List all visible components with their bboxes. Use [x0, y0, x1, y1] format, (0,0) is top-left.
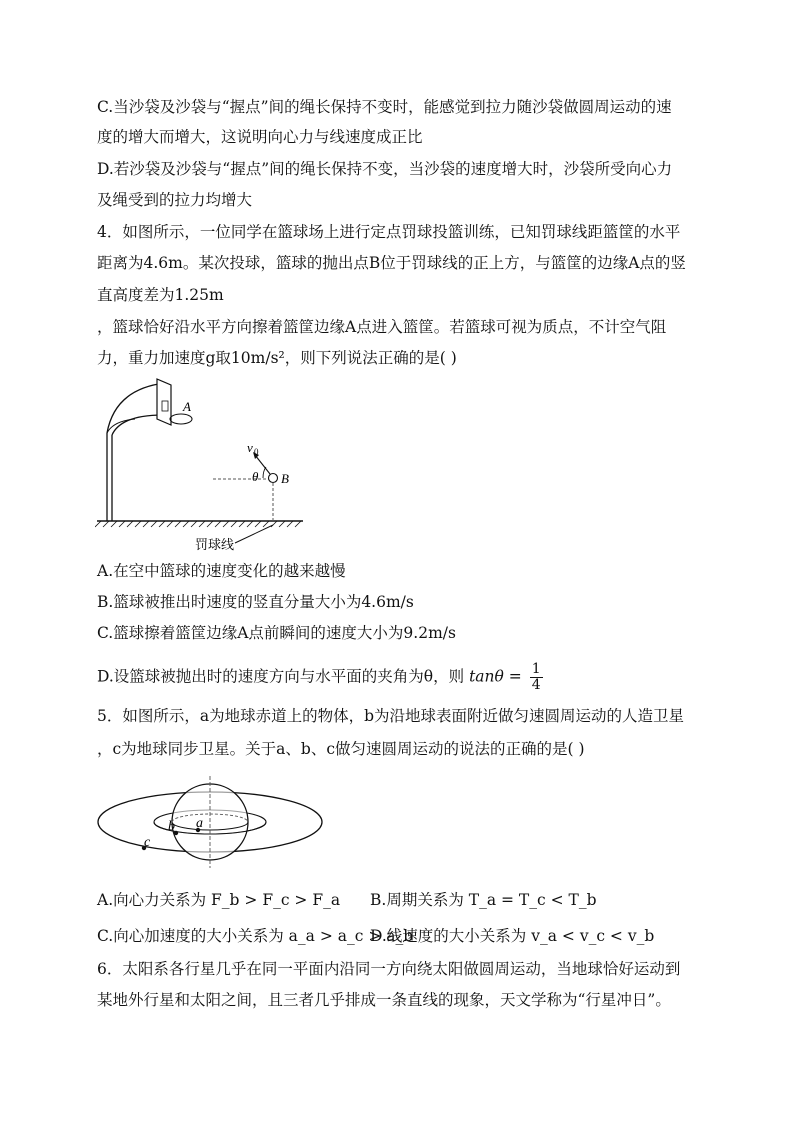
q5-option-b: B.周期关系为 T_a = T_c < T_b — [370, 891, 597, 909]
q4-option-a: A.在空中篮球的速度变化的越来越慢 — [97, 562, 346, 580]
q4-label-v0-sub: 0 — [254, 447, 259, 457]
q5-stem-line2: ，c为地球同步卫星。关于a、b、c做匀速圆周运动的说法的正确的是( ) — [97, 740, 585, 758]
q5-label-c: c — [144, 835, 151, 850]
q5-orbit-figure — [96, 772, 328, 872]
q5-option-d: D.线速度的大小关系为 v_a < v_c < v_b — [370, 927, 655, 945]
q4-label-a: A — [183, 399, 191, 414]
q4-label-free-throw-line: 罚球线 — [195, 538, 235, 553]
q3-option-c-line2: 度的增大而增大，这说明向心力与线速度成正比 — [97, 128, 423, 146]
q4-option-d-fraction — [530, 662, 543, 693]
q4-label-v0: v — [247, 440, 253, 455]
q4-basketball-figure — [95, 375, 315, 555]
q4-option-d-text: D.设篮球被抛出时的速度方向与水平面的夹角为θ，则 — [97, 667, 465, 686]
q5-option-a: A.向心力关系为 F_b > F_c > F_a — [97, 891, 341, 909]
q4-stem-line4: ，篮球恰好沿水平方向擦着篮筐边缘A点进入篮筐。若篮球可视为质点，不计空气阻 — [97, 318, 667, 336]
q4-fraction-denominator: 4 — [531, 677, 541, 693]
q4-label-theta: θ — [252, 469, 259, 484]
q4-option-b: B.篮球被推出时速度的竖直分量大小为4.6m/s — [97, 593, 414, 611]
q5-label-a: a — [196, 816, 203, 831]
q4-stem-line5: 力，重力加速度g取10m/s²，则下列说法正确的是( ) — [97, 349, 457, 367]
q5-label-b: b — [168, 819, 175, 834]
q5-option-c: C.向心加速度的大小关系为 a_a > a_c > a_b — [97, 927, 414, 945]
q6-stem-line1: 6．太阳系各行星几乎在同一平面内沿同一方向绕太阳做圆周运动，当地球恰好运动到 — [97, 960, 681, 978]
q4-stem-line3: 直高度差为1.25m — [97, 286, 224, 304]
q4-stem-line2: 距离为4.6m。某次投球，篮球的抛出点B位于罚球线的正上方，与篮筐的边缘A点的竖 — [97, 254, 686, 272]
q5-stem-line1: 5．如图所示，a为地球赤道上的物体，b为沿地球表面附近做匀速圆周运动的人造卫星 — [97, 707, 685, 725]
q3-option-d-line1: D.若沙袋及沙袋与“握点”间的绳长保持不变，当沙袋的速度增大时，沙袋所受向心力 — [97, 160, 673, 178]
q4-fraction-numerator: 1 — [531, 661, 541, 677]
q4-label-b: B — [281, 471, 289, 486]
q4-option-d — [97, 662, 543, 693]
q4-option-c: C.篮球擦着篮筐边缘A点前瞬间的速度大小为9.2m/s — [97, 624, 456, 642]
q4-option-d-math: tanθ = — [469, 667, 522, 686]
q4-stem-line1: 4．如图所示，一位同学在篮球场上进行定点罚球投篮训练，已知罚球线距篮筐的水平 — [97, 223, 681, 241]
q3-option-c-line1: C.当沙袋及沙袋与“握点”间的绳长保持不变时，能感觉到拉力随沙袋做圆周运动的速 — [97, 98, 672, 116]
q3-option-d-line2: 及绳受到的拉力均增大 — [97, 191, 253, 209]
q6-stem-line2: 某地外行星和太阳之间，且三者几乎排成一条直线的现象，天文学称为“行星冲日”。 — [97, 991, 671, 1009]
